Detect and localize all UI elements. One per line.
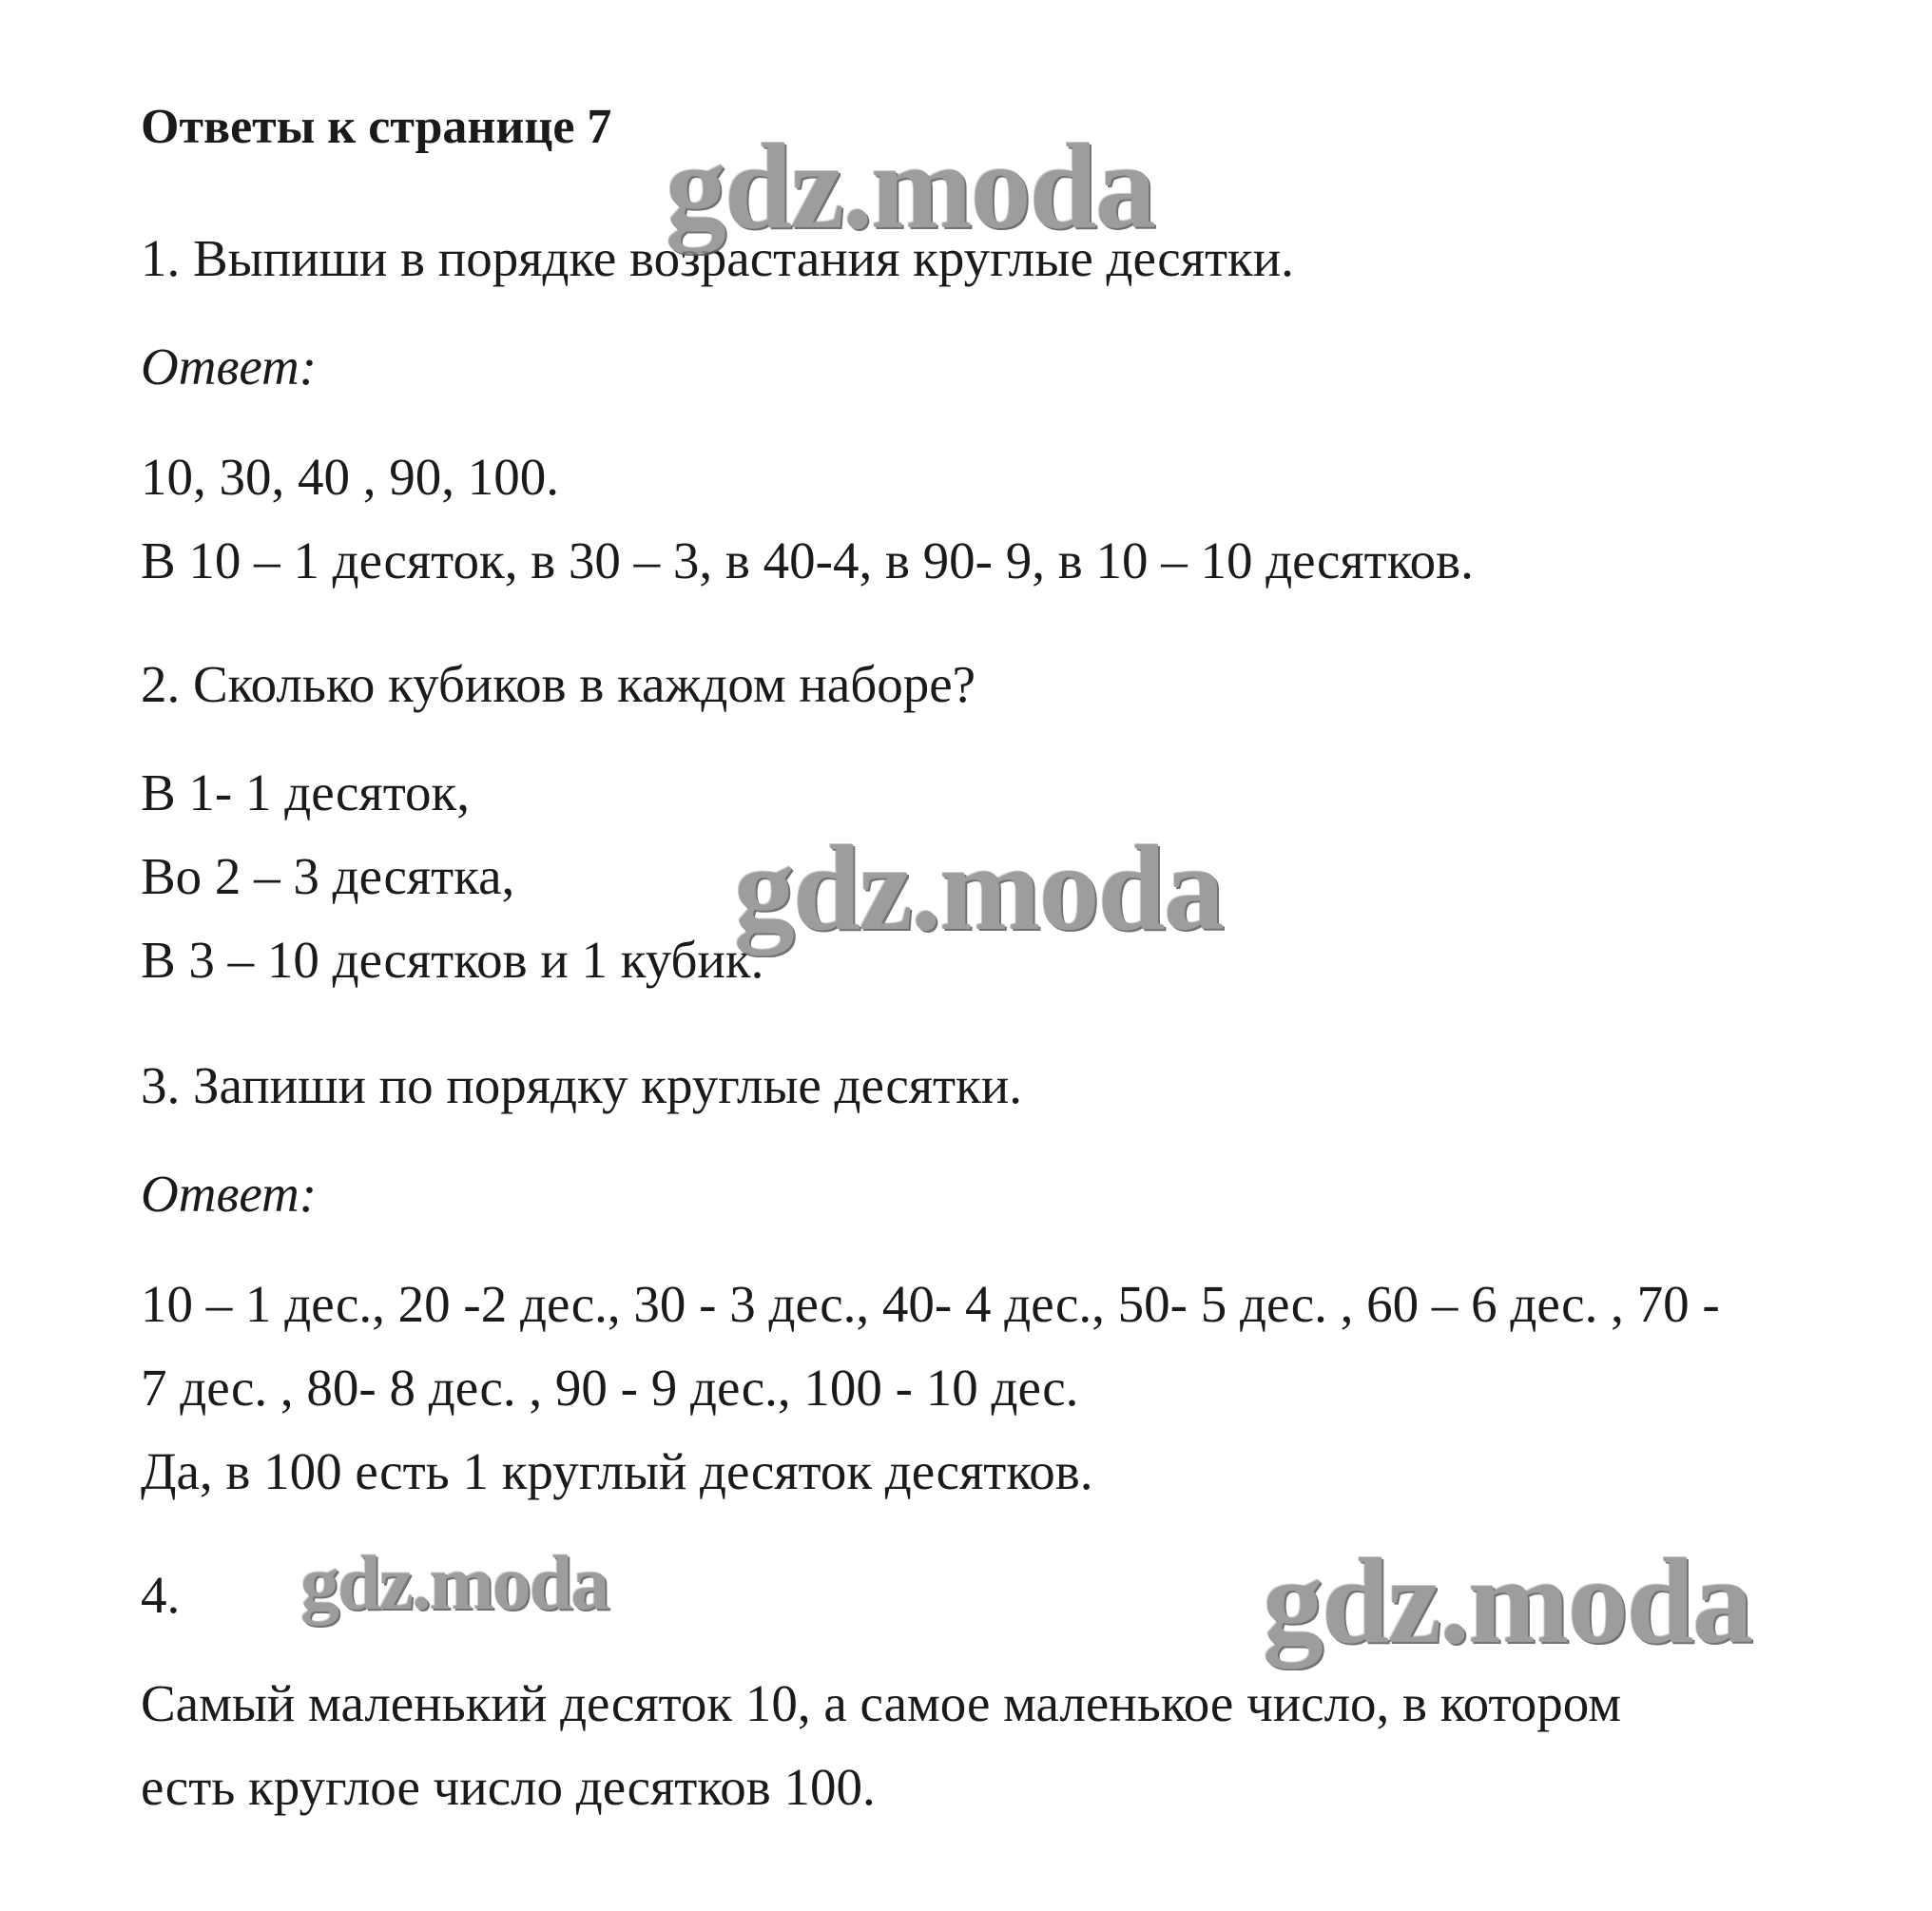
task1-answer-line-2: В 10 – 1 десяток, в 30 – 3, в 40-4, в 90- 9, в 10 – 10 десятков. (141, 531, 1474, 589)
task4-answer-line-2: есть круглое число десятков 100. (141, 1758, 876, 1816)
page-heading: Ответы к странице 7 (141, 100, 612, 154)
task3-answer-line-3: Да, в 100 есть 1 круглый десяток десятков. (141, 1442, 1093, 1500)
watermark-logo: gdz.moda (734, 820, 1223, 956)
task3-question: 3. Запиши по порядку круглые десятки. (141, 1056, 1022, 1114)
task4-number: 4. (141, 1566, 181, 1624)
task2-answer-line-2: Во 2 – 3 десятка, (141, 847, 515, 905)
task3-answer-label: Ответ: (141, 1165, 318, 1223)
task1-answer-label: Ответ: (141, 338, 318, 396)
task1-answer-line-1: 10, 30, 40 , 90, 100. (141, 448, 559, 506)
task2-answer-line-1: В 1- 1 десяток, (141, 763, 471, 821)
task3-answer-line-2: 7 дес. , 80- 8 дес. , 90 - 9 дес., 100 - 10 дес. (141, 1359, 1079, 1417)
task2-question: 2. Сколько кубиков в каждом наборе? (141, 655, 976, 713)
task2-answer-line-3: В 3 – 10 десятков и 1 кубик. (141, 931, 764, 989)
task1-question: 1. Выпиши в порядке возрастания круглые десятки. (141, 229, 1294, 287)
watermark-logo: gdz.moda (666, 119, 1154, 254)
task4-answer-line-1: Самый маленький десяток 10, а самое маленькое число, в котором (141, 1674, 1622, 1732)
watermark-logo: gdz.moda (300, 1539, 609, 1626)
task3-answer-line-1: 10 – 1 дес., 20 -2 дес., 30 - 3 дес., 40- 4 дес., 50- 5 дес. , 60 – 6 дес. , 70 - (141, 1275, 1720, 1333)
watermark-logo: gdz.moda (1263, 1534, 1751, 1669)
